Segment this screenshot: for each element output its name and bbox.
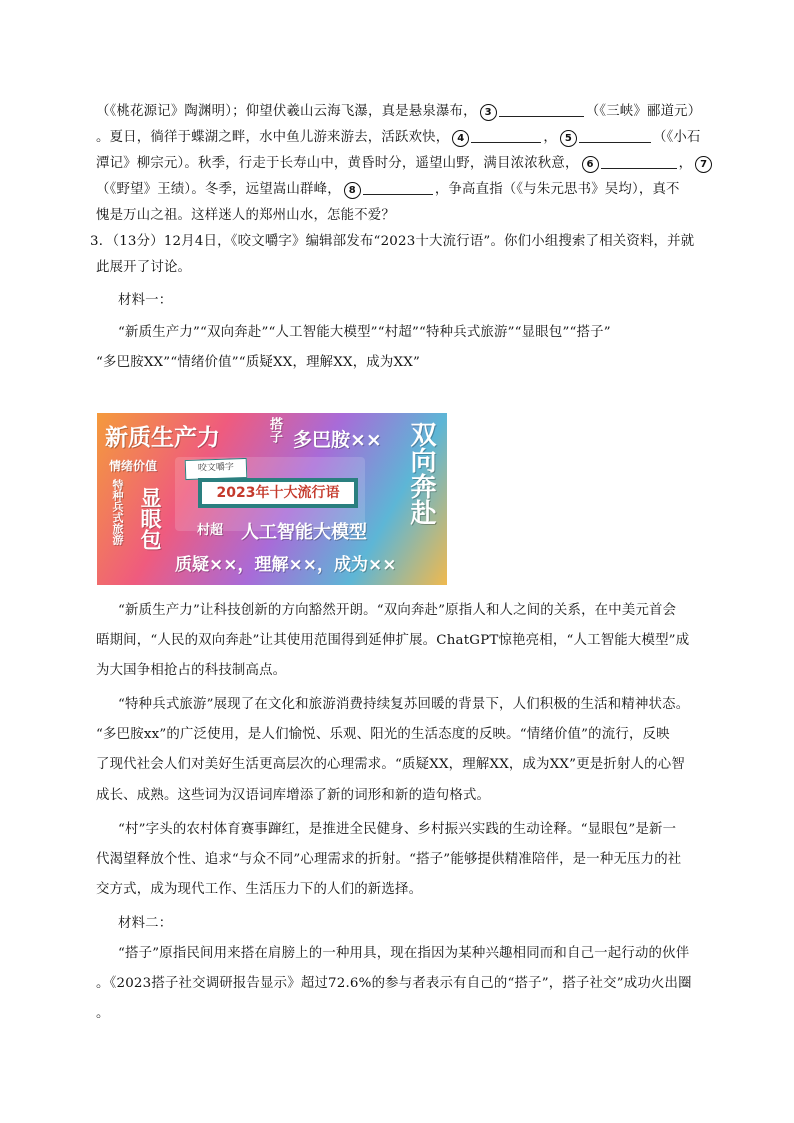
banner-title: 2023年十大流行语 bbox=[198, 478, 358, 508]
question-3-line: 3．（13分）12月4日，《咬文嚼字》编辑部发布“2023十大流行语”。你们小组搜索了相关资料，并就 bbox=[90, 234, 695, 249]
question-3-line: 此展开了讨论。 bbox=[96, 260, 192, 275]
banner-logo: 咬文嚼字 bbox=[185, 458, 248, 480]
paragraph-line: 代渴望释放个性、追求“与众不同”心理需求的折射。“搭子”能够提供精准陪伴，是一种无压力的社 bbox=[96, 852, 682, 867]
paragraph-line: 。 bbox=[96, 1006, 110, 1021]
answer-blank[interactable] bbox=[601, 154, 677, 169]
paragraph-line: “村”字头的农村体育赛事蹿红，是推进全民健身、乡村振兴实践的生动诠释。“显眼包”是新一 bbox=[118, 822, 677, 837]
buzzwords-banner-image bbox=[97, 413, 447, 585]
circled-number: 7 bbox=[695, 156, 712, 173]
banner-word: 人工智能大模型 bbox=[241, 522, 367, 543]
material-2-heading: 材料二： bbox=[118, 916, 173, 931]
answer-blank[interactable] bbox=[499, 102, 584, 117]
paragraph-line: 交方式，成为现代工作、生活压力下的人们的新选择。 bbox=[96, 882, 423, 897]
text-fragment: ， bbox=[678, 156, 693, 171]
text-line bbox=[96, 151, 721, 177]
paragraph-line: “特种兵式旅游”展现了在文化和旅游消费持续复苏回暖的背景下，人们积极的生活和精神状态。 bbox=[118, 697, 690, 712]
text-fragment: ， bbox=[543, 130, 557, 145]
circled-number: 6 bbox=[582, 156, 599, 173]
banner-word: 显眼包 bbox=[138, 487, 162, 550]
paragraph-line: 。《2023搭子社交调研报告显示》超过72.6%的参与者表示有自己的“搭子”，搭子社交”成功火出圈 bbox=[96, 976, 692, 991]
text-fragment: （《桃花源记》陶渊明）；仰望伏羲山云海飞瀑，真是悬泉瀑布， bbox=[96, 104, 477, 119]
paragraph-line: “搭子”原指民间用来搭在肩膀上的一种用具，现在指因为某种兴趣相同而和自己一起行动的伙伴 bbox=[118, 946, 690, 961]
text-fragment: 。夏日，徜徉于蝶湖之畔，水中鱼儿游来游去，活跃欢快， bbox=[96, 130, 450, 145]
terms-line: “新质生产力”“双向奔赴”“人工智能大模型”“村超”“特种兵式旅游”“显眼包”“搭子” bbox=[118, 325, 611, 340]
text-fragment: （《小石 bbox=[652, 130, 701, 145]
banner-word: 双向奔赴 bbox=[406, 421, 436, 525]
paragraph-line: “新质生产力”让科技创新的方向豁然开朗。“双向奔赴”原指人和人之间的关系，在中美元首会 bbox=[118, 603, 677, 618]
paragraph-line: 为大国争相抢占的科技制高点。 bbox=[96, 663, 287, 678]
banner-word: 质疑××，理解××，成为×× bbox=[175, 555, 397, 575]
banner-word: 村超 bbox=[197, 523, 224, 538]
circled-number: 5 bbox=[560, 130, 577, 147]
answer-blank[interactable] bbox=[471, 128, 541, 143]
answer-blank[interactable] bbox=[579, 128, 651, 143]
paragraph-line: 了现代社会人们对美好生活更高层次的心理需求。“质疑XX，理解XX，成为XX”更是折射人的心智 bbox=[96, 757, 685, 772]
text-line: 愧是万山之祖。这样迷人的郑州山水，怎能不爱？ bbox=[96, 208, 395, 223]
paragraph-line: 晤期间，“人民的双向奔赴”让其使用范围得到延伸扩展。ChatGPT惊艳亮相，“人工智能大模型”成 bbox=[96, 633, 690, 648]
circled-number: 3 bbox=[480, 104, 497, 121]
banner-word: 多巴胺×× bbox=[293, 429, 382, 451]
text-fragment: 潭记》柳宗元）。秋季，行走于长寿山中，黄昏时分，遥望山野，满目浓浓秋意， bbox=[96, 156, 579, 171]
paragraph-line: 成长、成熟。这些词为汉语词库增添了新的词形和新的造句格式。 bbox=[96, 788, 491, 803]
text-fragment: ，争高直指（《与朱元思书》吴均），真不 bbox=[434, 182, 680, 197]
circled-number: 8 bbox=[344, 182, 361, 199]
banner-word: 搭子 bbox=[267, 417, 282, 443]
answer-blank[interactable] bbox=[363, 180, 433, 195]
paragraph-line: “多巴胺xx”的广泛使用，是人们愉悦、乐观、阳光的生活态度的反映。“情绪价值”的流行，反映 bbox=[96, 727, 670, 742]
material-1-heading: 材料一： bbox=[118, 293, 173, 308]
circled-number: 4 bbox=[452, 130, 469, 147]
text-line bbox=[96, 177, 721, 203]
text-line bbox=[96, 99, 721, 125]
banner-word: 特种兵式旅游 bbox=[111, 479, 124, 545]
text-fragment: （《三峡》郦道元） bbox=[585, 104, 702, 119]
text-fragment: （《野望》王绩）。冬季，远望嵩山群峰， bbox=[96, 182, 341, 197]
terms-line: “多巴胺XX”“情绪价值”“质疑XX，理解XX，成为XX” bbox=[96, 355, 420, 370]
banner-word: 新质生产力 bbox=[105, 425, 220, 451]
banner-word: 情绪价值 bbox=[109, 459, 158, 473]
text-line bbox=[96, 125, 721, 151]
